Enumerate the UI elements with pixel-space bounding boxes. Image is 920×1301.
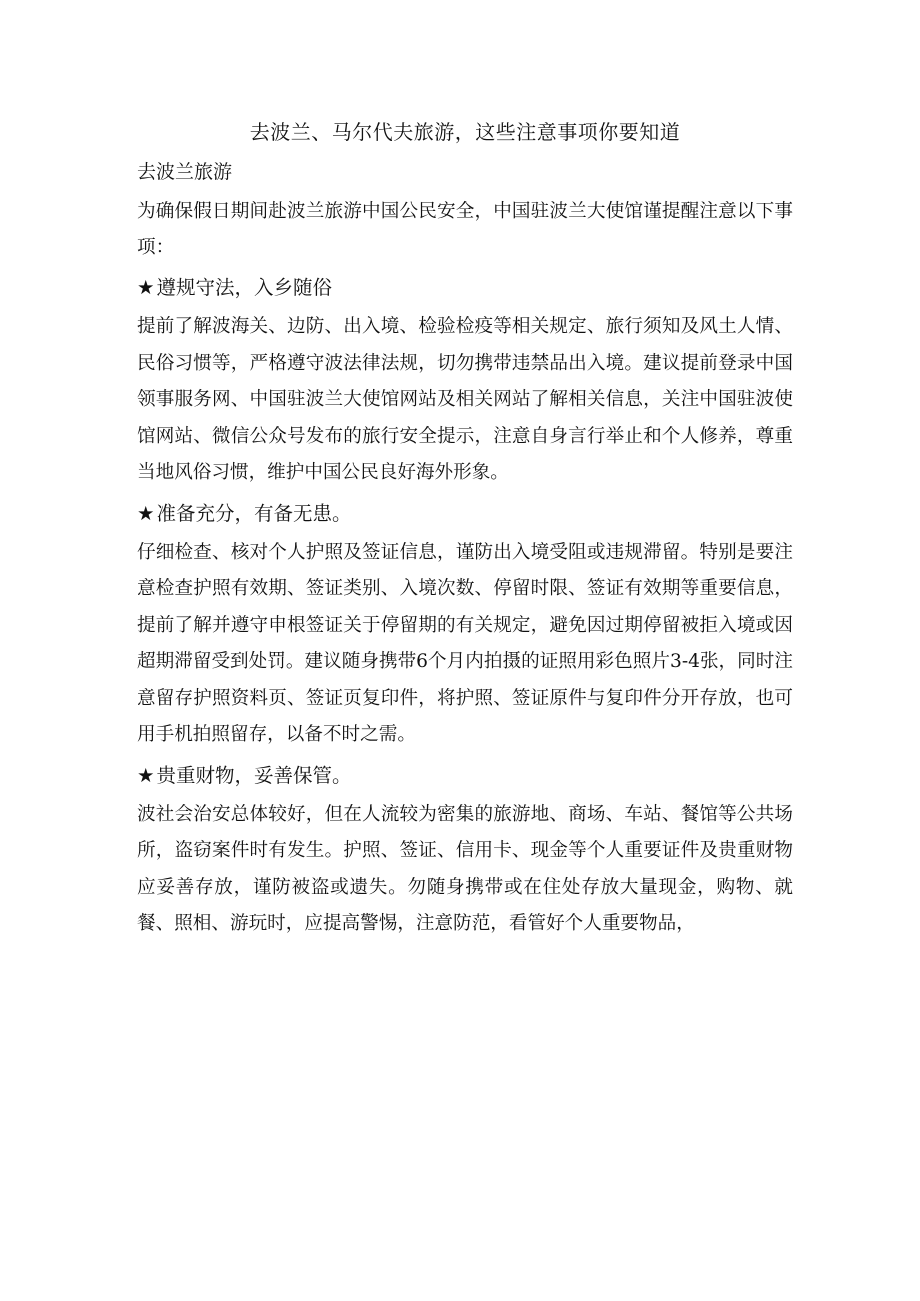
- star-icon: ★: [137, 276, 155, 299]
- star-icon: ★: [137, 501, 155, 525]
- section-body-laws: 提前了解波海关、边防、出入境、检验检疫等相关规定、旅行须知及风土人情、民俗习惯等，严格遵守波法律法规，切勿携带违禁品出入境。建议提前登录中国领事服务网、中国驻波兰大使馆网站及相关网站了解相关信息，关注中国驻波使馆网站、微信公众号发布的旅行安全提示，注意自身言行举止和个人修养，尊重当地风俗习惯，维护中国公民良好海外形象。: [137, 316, 793, 483]
- section-heading-text: 准备充分，有备无患。: [156, 501, 352, 525]
- section-heading-preparation: [137, 494, 793, 534]
- section-heading-laws: [137, 268, 793, 308]
- document-subtitle: 去波兰旅游: [137, 161, 233, 183]
- section-heading-text: 遵规守法，入乡随俗: [156, 276, 332, 299]
- document-page: [137, 112, 793, 943]
- section-heading-valuables: [137, 756, 793, 796]
- section-body-preparation: 仔细检查、核对个人护照及签证信息，谨防出入境受阻或违规滞留。特别是要注意检查护照有效期、签证类别、入境次数、停留时限、签证有效期等重要信息，提前了解并遵守申根签证关于停留期的有关规定，避免因过期停留被拒入境或因超期滞留受到处罚。建议随身携带6个月内拍摄的证照用彩色照片3-4张，同时注意留存护照资料页、签证页复印件，将护照、签证原件与复印件分开存放，也可用手机拍照留存，以备不时之需。: [137, 541, 793, 745]
- document-title: 去波兰、马尔代夫旅游，这些注意事项你要知道: [249, 120, 681, 144]
- section-heading-text: 贵重财物，妥善保管。: [156, 763, 352, 787]
- star-icon: ★: [137, 763, 155, 787]
- intro-paragraph: 为确保假日期间赴波兰旅游中国公民安全，中国驻波兰大使馆谨提醒注意以下事项：: [137, 201, 793, 258]
- section-body-valuables: 波社会治安总体较好，但在人流较为密集的旅游地、商场、车站、餐馆等公共场所，盗窃案件时有发生。护照、签证、信用卡、现金等个人重要证件及贵重财物应妥善存放，谨防被盗或遗失。勿随身携带或在住处存放大量现金，购物、就餐、照相、游玩时，应提高警惕，注意防范，看管好个人重要物品，: [137, 803, 793, 934]
